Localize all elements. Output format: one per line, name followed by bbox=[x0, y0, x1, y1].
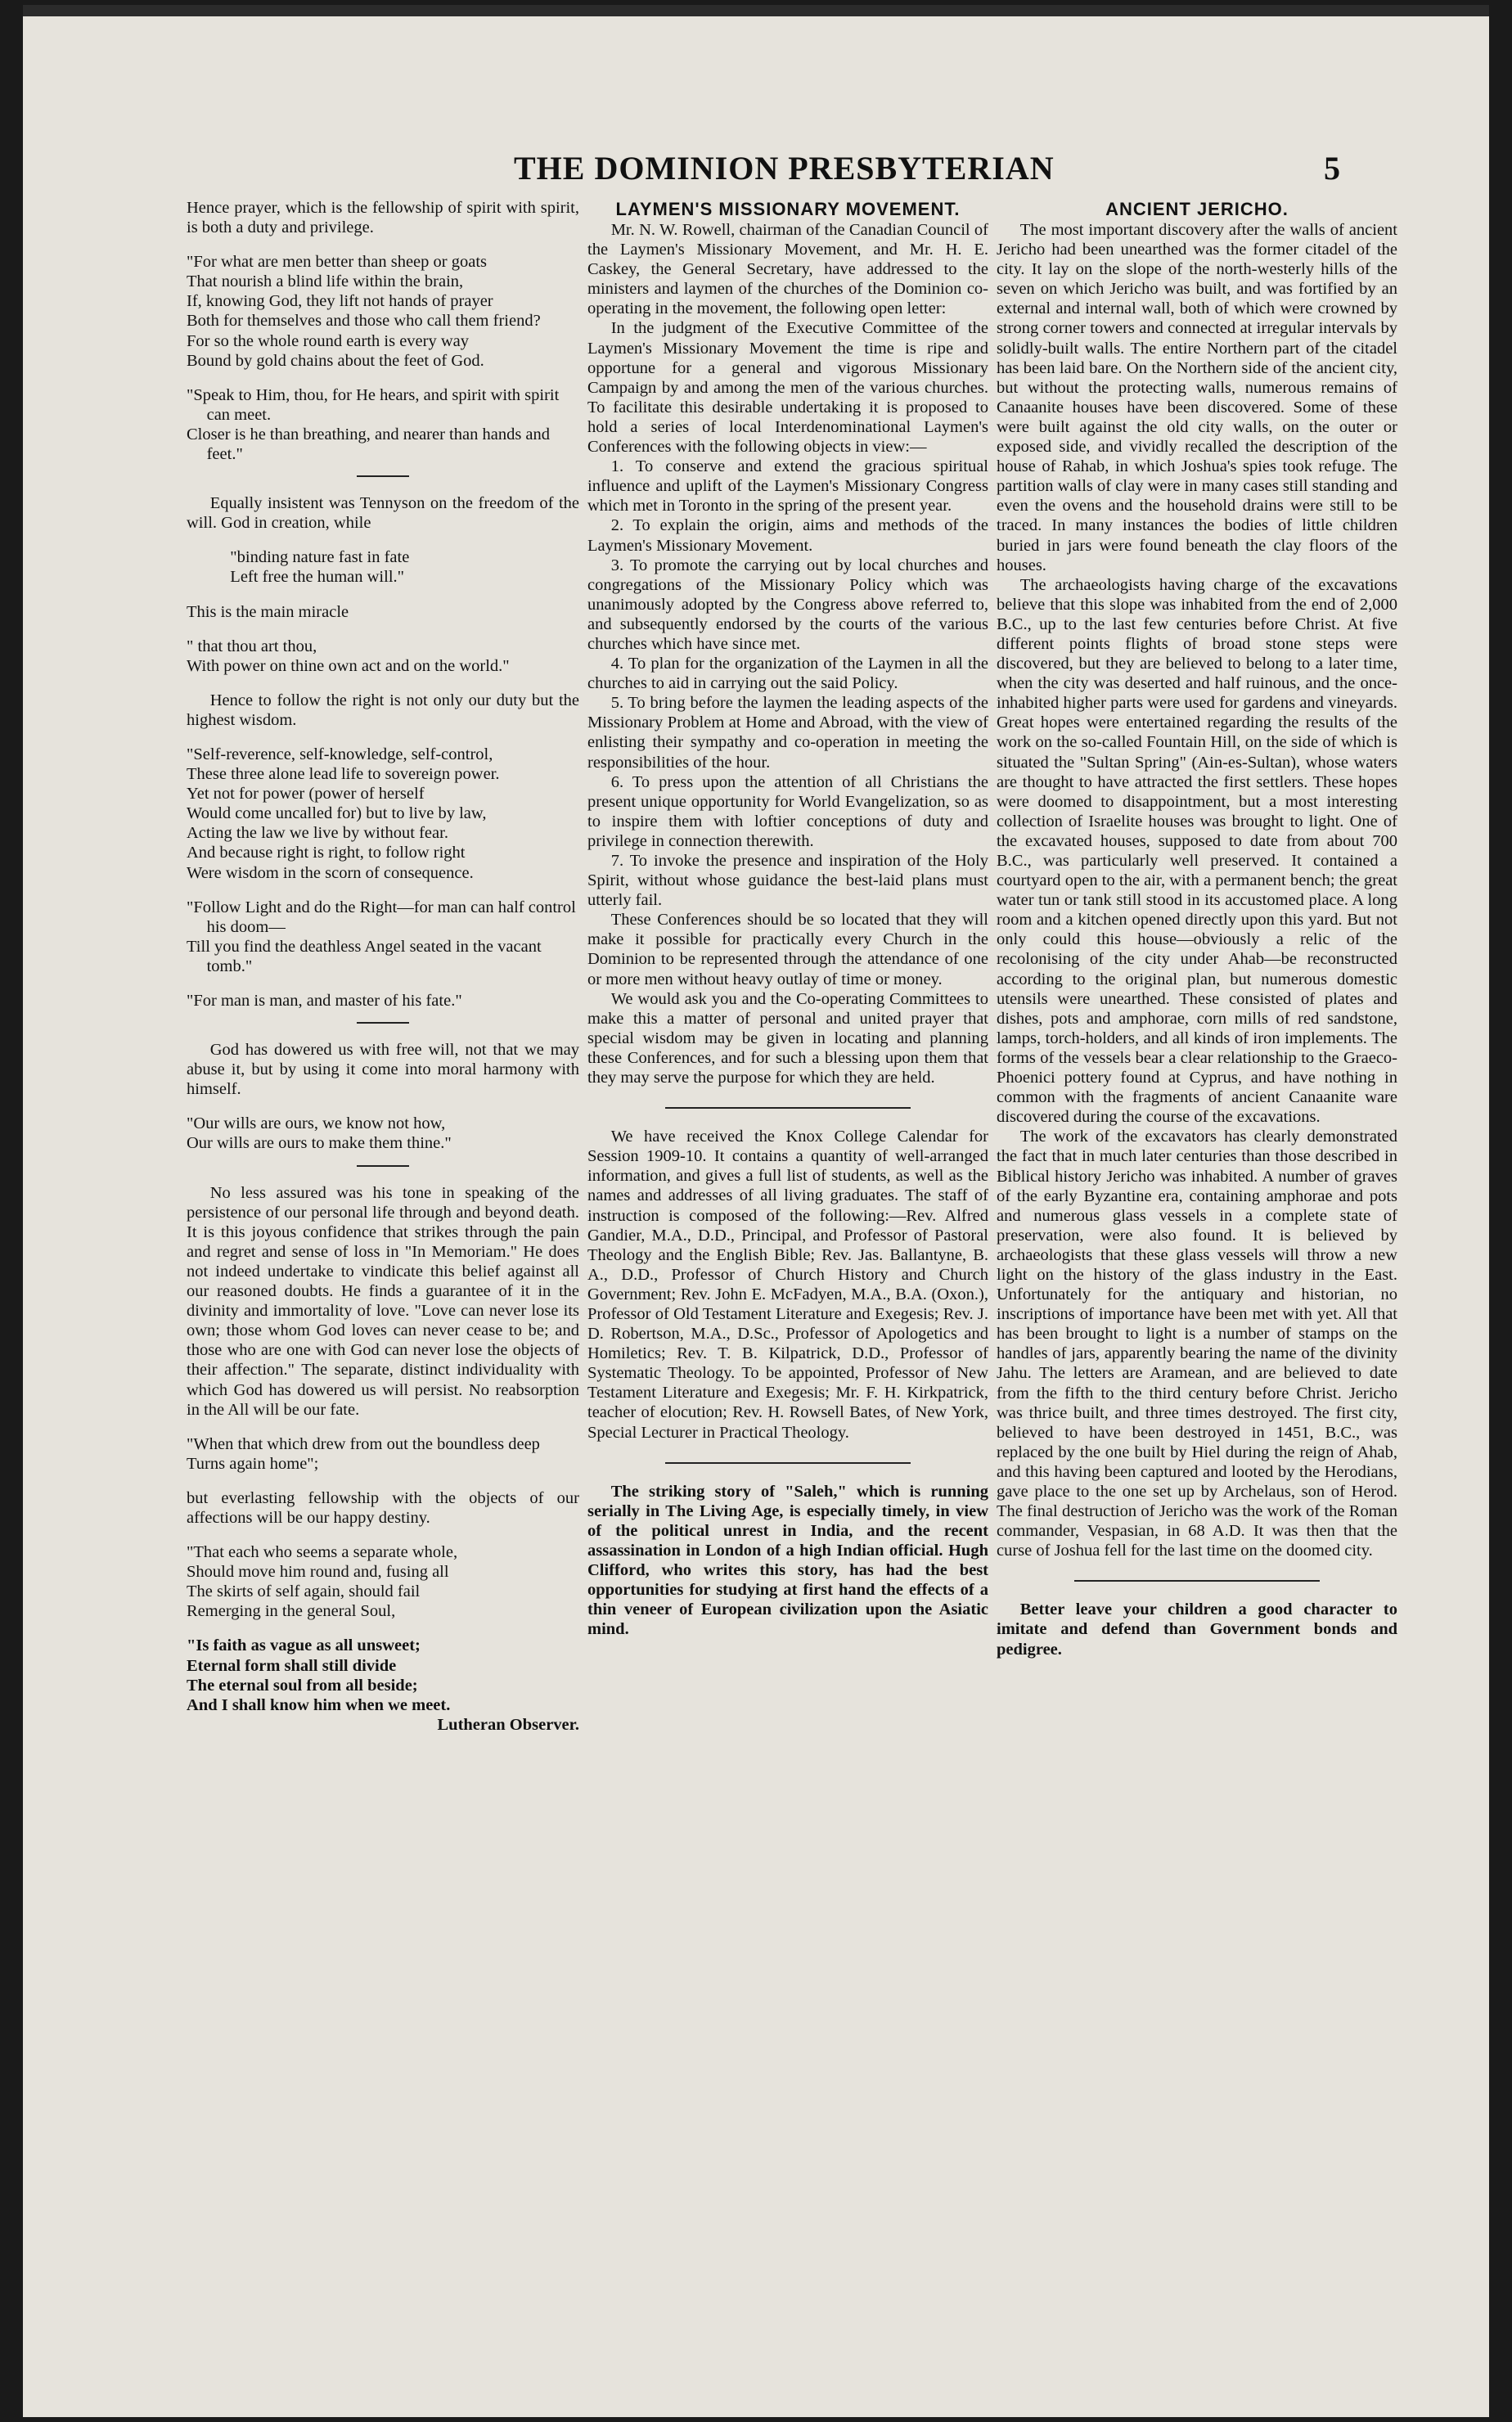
paragraph-right: Hence to follow the right is not only our duty but the highest wisdom. bbox=[187, 691, 579, 729]
list-item: 2. To explain the origin, aims and methods of the Laymen's Missionary Movement. bbox=[587, 516, 988, 555]
poem-follow-light bbox=[187, 898, 579, 976]
quote-nature bbox=[187, 547, 579, 587]
verse-line: The eternal soul from all beside; bbox=[187, 1676, 418, 1695]
verse-line: Remerging in the general Soul, bbox=[187, 1602, 396, 1621]
paragraph-dowered: God has dowered us with free will, not that we may abuse it, but by using it come into moral harmony with himself. bbox=[187, 1041, 579, 1099]
paragraph-assured: No less assured was his tone in speaking of the persistence of our personal life through and beyond death. It is this joyous confidence that strikes through the pain and regret and sense of loss in "In Memoriam." He does not indeed undertake to vindicate this belief against all our reasoned doubts. He finds a guarantee of it in the divinity and immortality of love. "Love can never lose its own; those whom God loves can never cease to be; and those who are one with God can never lose the objects of their affection." The separate, distinct individuality with which God has dowered us will persist. No reabsorption in the All will be our fate. bbox=[187, 1183, 579, 1419]
paragraph-jericho-2: The archaeologists having charge of the excavations believe that this slope was inhabited from the end of 2,000 B.C., up to the last few centuries before Christ. At five different points flights of broad stone steps were discovered, but they are believed to belong to a later time, when the city was deserted and half ruinous, and the once-inhabited higher parts were used for gardens and vineyards. Great hopes were entertained regarding the results of the work on the so-called Fountain Hill, on the side of which is situated the "Sultan Spring" (Ain-es-Sultan), whose waters are thought to have attracted the first settlers. These hopes were doomed to disappointment, but a most interesting collection of Israelite houses was brought to light. One of the excavated houses, supposed to date from about 700 B.C., was particularly well preserved. It contained a courtyard open to the air, with a permanent bench; the great water tun or tank still stood in its accustomed place. A long room and a kitchen opened directly upon this yard. But not only could this house—obviously a relic of the recolonising of the city under Ahab—be reconstructed according to the original plan, but numerous domestic utensils were unearthed. These consisted of plates and dishes, pots and amphorae, corn mills of red sandstone, lamps, torch-holders, and all kinds of iron implements. The forms of the vessels bear a clear relationship to the Graeco-Phoenici pottery found at Cyprus, and have nothing in common with the fragments of ancient Canaanite ware discovered during the course of the excavations. bbox=[997, 575, 1397, 1127]
verse-line: "That each who seems a separate whole, bbox=[187, 1543, 458, 1562]
section-rule bbox=[1074, 1580, 1320, 1582]
top-border bbox=[23, 5, 1489, 16]
paragraph-conferences: These Conferences should be so located that they will make it possible for practically every Church in the Dominion to be represented through the attendance of one or more men without heavy outlay of time or money. bbox=[587, 911, 988, 988]
poem-sheep bbox=[187, 252, 579, 371]
list-item: 1. To conserve and extend the gracious spiritual influence and uplift of the Laymen's Missionary Congress which met in Toronto in the spring of the present year. bbox=[587, 457, 988, 515]
list-item: 3. To promote the carrying out by local churches and congregations of the Missionary Policy which was unanimously adopted by the Congress above referred to, and subsequently endorsed by the courts of the various churches which have since met. bbox=[587, 556, 988, 653]
paragraph-cooperating: We would ask you and the Co-operating Committees to make this a matter of personal and united prayer that special wisdom may be given in locating and planning these Conferences, and for such a blessing upon them that they may serve the purpose for which they are held. bbox=[587, 989, 988, 1087]
verse-line: Would come uncalled for) but to live by law, bbox=[187, 804, 487, 823]
signature-lutheran-observer: Lutheran Observer. bbox=[437, 1715, 579, 1734]
verse-line: If, knowing God, they lift not hands of prayer bbox=[187, 292, 493, 311]
verse-line: Should move him round and, fusing all bbox=[187, 1563, 449, 1582]
column-right bbox=[997, 198, 1397, 2260]
column-middle bbox=[587, 198, 988, 2260]
paragraph-jericho-3: The work of the excavators has clearly demonstrated the fact that in much later centuries than those described in Biblical history Jericho was inhabited. A number of graves of the early Byzantine era, containing amphorae and pots and numerous glass vessels in a complete state of preservation, were also found. It is believed by archaeologists that these glass vessels will throw a new light on the history of the glass industry in the East. Unfortunately for the antiquary and historian, no inscriptions of importance have been met with yet. All that has been brought to light is a number of stamps on the handles of jars, apparently bearing the name of the divinity Jahu. The letters are Aramean, and are believed to date from the fifth to the third century before Christ. Jericho was thrice built, and three times destroyed. The first city, believed to have been destroyed in 1451, B.C., was replaced by the one built by Hiel during the reign of Ahab, and this having been captured and looted by the Herodians, gave place to the one set up by Archelaus, son of Herod. The final destruction of Jericho was the work of the Roman commander, Vespasian, in 68 A.D. It was then that the curse of Joshua fell for the last time on the doomed city. bbox=[997, 1128, 1397, 1560]
verse-line: Acting the law we live by without fear. bbox=[187, 824, 448, 843]
paragraph-miracle: This is the main miracle bbox=[187, 602, 349, 621]
verse-line: "binding nature fast in fate bbox=[230, 548, 410, 567]
heading-laymens-movement: LAYMEN'S MISSIONARY MOVEMENT. bbox=[615, 199, 961, 219]
column-left bbox=[187, 198, 579, 2260]
paragraph-will: Equally insistent was Tennyson on the freedom of the will. God in creation, while bbox=[187, 494, 579, 533]
verse-line: And because right is right, to follow right bbox=[187, 844, 466, 862]
poem-self-reverence bbox=[187, 745, 579, 883]
list-item: 7. To invoke the presence and inspiration of the Holy Spirit, without whose guidance the best-laid plans must utterly fail. bbox=[587, 852, 988, 910]
list-item: 5. To bring before the laymen the leading aspects of the Missionary Problem at Home and Abroad, with the view of enlisting their sympathy and co-operation in meeting the responsibilities of the hour. bbox=[587, 694, 988, 772]
poem-separate-whole bbox=[187, 1542, 579, 1621]
poem-when-that bbox=[187, 1434, 579, 1474]
verse-line: Both for themselves and those who call them friend? bbox=[187, 312, 541, 331]
list-item: 4. To plan for the organization of the Laymen in all the churches to aid in carrying out the said Policy. bbox=[587, 655, 988, 693]
masthead-title: THE DOMINION PRESBYTERIAN bbox=[514, 150, 1055, 187]
paragraph-closing: Better leave your children a good character to imitate and defend than Government bonds and pedigree. bbox=[997, 1600, 1397, 1659]
paragraph-intro: Mr. N. W. Rowell, chairman of the Canadian Council of the Laymen's Missionary Movement, and Mr. H. E. Caskey, the General Secretary, have addressed to the ministers and laymen of the churches of the Dominion co-operating in the movement, the following open letter: bbox=[587, 221, 988, 318]
paragraph-fellowship: but everlasting fellowship with the objects of our affections will be our happy destiny. bbox=[187, 1488, 579, 1527]
verse-line: "When that which drew from out the boundless deep bbox=[187, 1434, 540, 1453]
verse-line: "For man is man, and master of his fate." bbox=[187, 992, 462, 1010]
verse-line: With power on thine own act and on the world." bbox=[187, 656, 510, 675]
verse-line: And I shall know him when we meet. bbox=[187, 1695, 451, 1714]
paragraph-jericho-1: The most important discovery after the walls of ancient Jericho had been unearthed was the former citadel of the city. It lay on the slope of the north-westerly hills of the seven on which Jericho was built, and was fortified by an external and internal wall, both of which were crowned by strong corner towers and connected at irregular intervals by solidly-built walls. The entire Northern part of the citadel has been laid bare. On the Northern side of the ancient city, but without the protecting walls, numerous remains of Canaanite houses have been discovered. Some of these were built against the old city walls, on the outer or exposed side, and vividly recalled the description of the house of Rahab, in which Joshua's spies took refuge. The partition walls of clay were in many cases still standing and even the ovens and the household drains were still to be traced. In many instances the bodies of little children buried in jars were found beneath the clay floors of the houses. bbox=[997, 221, 1397, 574]
verse-line: Yet not for power (power of herself bbox=[187, 785, 425, 804]
poem-our-wills bbox=[187, 1114, 579, 1153]
section-rule bbox=[665, 1107, 911, 1109]
verse-line: Eternal form shall still divide bbox=[187, 1656, 397, 1675]
poem-speak bbox=[187, 385, 579, 464]
verse-line: "Follow Light and do the Right—for man can half control his doom— bbox=[187, 898, 576, 936]
verse-line: "Our wills are ours, we know not how, bbox=[187, 1114, 446, 1133]
verse-line: " that thou art thou, bbox=[187, 637, 317, 655]
verse-line: For so the whole round earth is every way bbox=[187, 331, 469, 350]
verse-line: The skirts of self again, should fail bbox=[187, 1582, 421, 1601]
verse-line: "Speak to Him, thou, for He hears, and spirit with spirit can meet. bbox=[187, 385, 560, 424]
paragraph-judgment: In the judgment of the Executive Committee of the Laymen's Missionary Movement the time is ripe and opportune for a general and vigorous Missionary Campaign by and among the men of the various churches. To facilitate this desirable undertaking it is proposed to hold a series of local Interdenominational Laymen's Conferences with the following objects in view:— bbox=[587, 319, 988, 457]
verse-line: Were wisdom in the scorn of consequence. bbox=[187, 863, 474, 882]
section-rule bbox=[665, 1462, 911, 1464]
section-rule bbox=[357, 1165, 409, 1167]
verse-line: Turns again home"; bbox=[187, 1454, 319, 1473]
verse-line: That nourish a blind life within the brain, bbox=[187, 272, 464, 291]
newspaper-page bbox=[23, 5, 1489, 2417]
paragraph-knox-college: We have received the Knox College Calendar for Session 1909-10. It contains a quantity of well-arranged information, and gives a full list of students, as well as the names and addresses of all living graduates. The staff of instruction is composed of the following:—Rev. Alfred Gandier, M.A., D.D., Principal, and Professor of Pastoral Theology and the English Bible; Rev. Jas. Ballantyne, B. A., D.D., Professor of Church History and Church Government; Rev. John E. McFadyen, M.A., B.A. (Oxon.), Professor of Old Testament Literature and Exegesis; Rev. J. D. Robertson, M.A., D.Sc., Professor of Apologetics and Homiletics; Rev. T. B. Kilpatrick, D.D., Professor of Systematic Theology. To be appointed, Professor of New Testament Literature and Exegesis; Mr. F. H. Kirkpatrick, teacher of elocution; Rev. H. Rowsell Bates, of New York, Special Lecturer in Practical Theology. bbox=[587, 1128, 988, 1442]
verse-line: "For what are men better than sheep or goats bbox=[187, 253, 487, 272]
verse-line: Closer is he than breathing, and nearer than hands and feet." bbox=[187, 425, 551, 464]
paragraph-saleh: The striking story of "Saleh," which is running serially in The Living Age, is especially timely, in view of the political unrest in India, and the recent assassination in London of a high Indian official. Hugh Clifford, who writes this story, has had the best opportunities for studying at first hand the effects of a thin veneer of European civilization upon the Asiatic mind. bbox=[587, 1482, 988, 1639]
page-number: 5 bbox=[1324, 150, 1340, 187]
verse-line: These three alone lead life to sovereign power. bbox=[187, 765, 500, 784]
verse-line: Bound by gold chains about the feet of God. bbox=[187, 351, 484, 370]
quote-thou bbox=[187, 637, 579, 676]
section-rule bbox=[357, 475, 409, 477]
verse-line: "Self-reverence, self-knowledge, self-control, bbox=[187, 745, 493, 763]
intro-paragraph: Hence prayer, which is the fellowship of spirit with spirit, is both a duty and privilege. bbox=[187, 199, 579, 237]
verse-line: Left free the human will." bbox=[230, 568, 405, 587]
verse-line: Our wills are ours to make them thine." bbox=[187, 1134, 452, 1153]
verse-line: Till you find the deathless Angel seated in the vacant tomb." bbox=[187, 937, 542, 975]
poem-man-is-man bbox=[187, 991, 579, 1011]
section-rule bbox=[357, 1022, 409, 1024]
verse-line: "Is faith as vague as all unsweet; bbox=[187, 1636, 421, 1655]
poem-faith bbox=[187, 1636, 579, 1714]
heading-ancient-jericho: ANCIENT JERICHO. bbox=[1105, 199, 1289, 219]
list-item: 6. To press upon the attention of all Christians the present unique opportunity for World Evangelization, so as to inspire them with loftier conceptions of duty and privilege in connection therewith. bbox=[587, 772, 988, 850]
